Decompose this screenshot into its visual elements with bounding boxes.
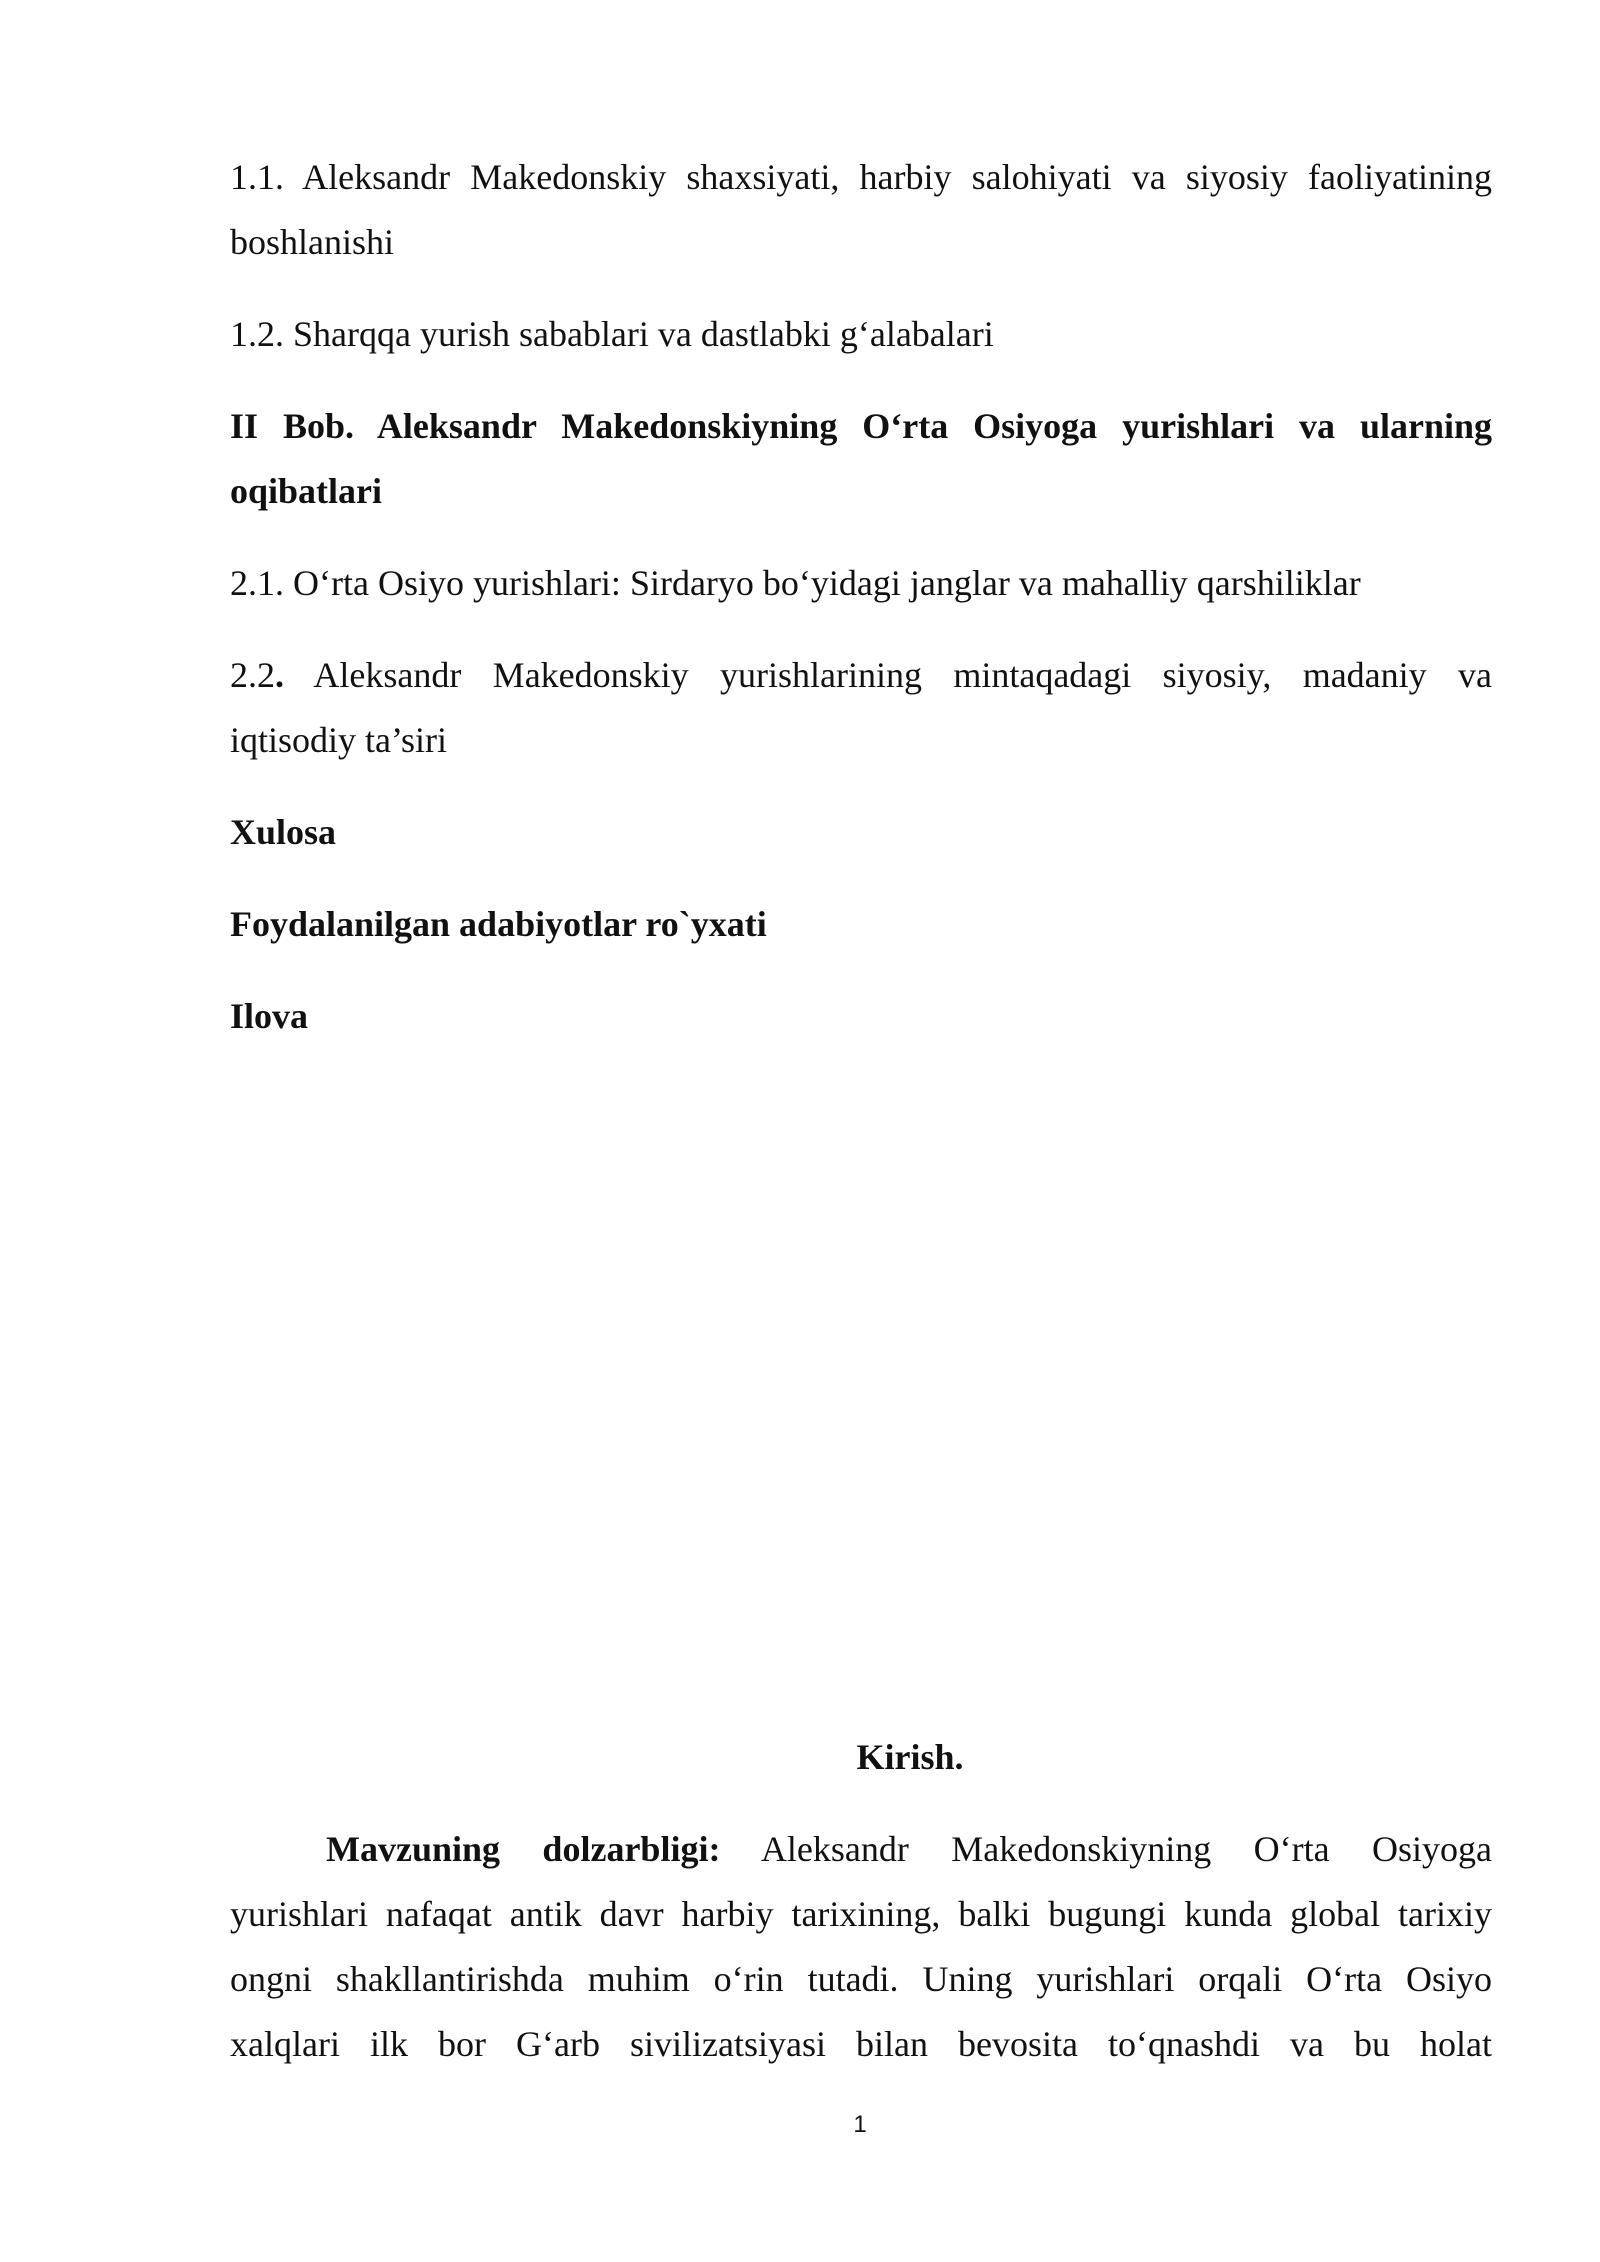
toc-item-2-2-continuation: iqtisodiy ta’siri <box>230 720 448 760</box>
toc-item-1-1: 1.1. Aleksandr Makedonskiy shaxsiyati, harbiy salohiyati va siyosiy faoliyatining <box>230 157 1492 197</box>
toc-item-2-1: 2.1. O‘rta Osiyo yurishlari: Sirdaryo bo‘yidagi janglar va mahalliy qarshiliklar <box>230 563 1361 603</box>
toc-item-2-2-dot: . <box>275 655 284 695</box>
introduction-paragraph-line-3: ongni shakllantirishda muhim o‘rin tutadi. Uning yurishlari orqali O‘rta Osiyo <box>230 1959 1492 1999</box>
toc-references: Foydalanilgan adabiyotlar ro`yxati <box>230 904 767 944</box>
introduction-paragraph-line-2: yurishlari nafaqat antik davr harbiy tarixining, balki bugungi kunda global tarixiy <box>230 1894 1492 1934</box>
toc-appendix: Ilova <box>230 996 309 1036</box>
page-number: 1 <box>853 2111 867 2138</box>
introduction-paragraph-line-4: xalqlari ilk bor G‘arb sivilizatsiyasi bilan bevosita to‘qnashdi va bu holat <box>230 2024 1492 2064</box>
toc-item-2-2-text: Aleksandr Makedonskiy yurishlarining mintaqadagi siyosiy, madaniy va <box>284 655 1492 695</box>
relevance-label: Mavzuning dolzarbligi: <box>326 1829 721 1869</box>
introduction-line-1-text: Aleksandr Makedonskiyning O‘rta Osiyoga <box>760 1829 1492 1869</box>
toc-item-2-2 <box>230 642 1492 708</box>
introduction-paragraph-line-1 <box>326 1816 1492 1882</box>
introduction-heading: Kirish. <box>856 1737 964 1777</box>
toc-chapter-2-heading: II Bob. Aleksandr Makedonskiyning O‘rta Osiyoga yurishlari va ularning <box>230 406 1492 446</box>
toc-item-2-2-number: 2.2 <box>230 655 275 695</box>
toc-chapter-2-heading-continuation: oqibatlari <box>230 471 383 511</box>
toc-conclusion: Xulosa <box>230 812 337 852</box>
toc-item-1-1-continuation: boshlanishi <box>230 222 395 262</box>
toc-item-1-2: 1.2. Sharqqa yurish sabablari va dastlabki g‘alabalari <box>230 314 994 354</box>
